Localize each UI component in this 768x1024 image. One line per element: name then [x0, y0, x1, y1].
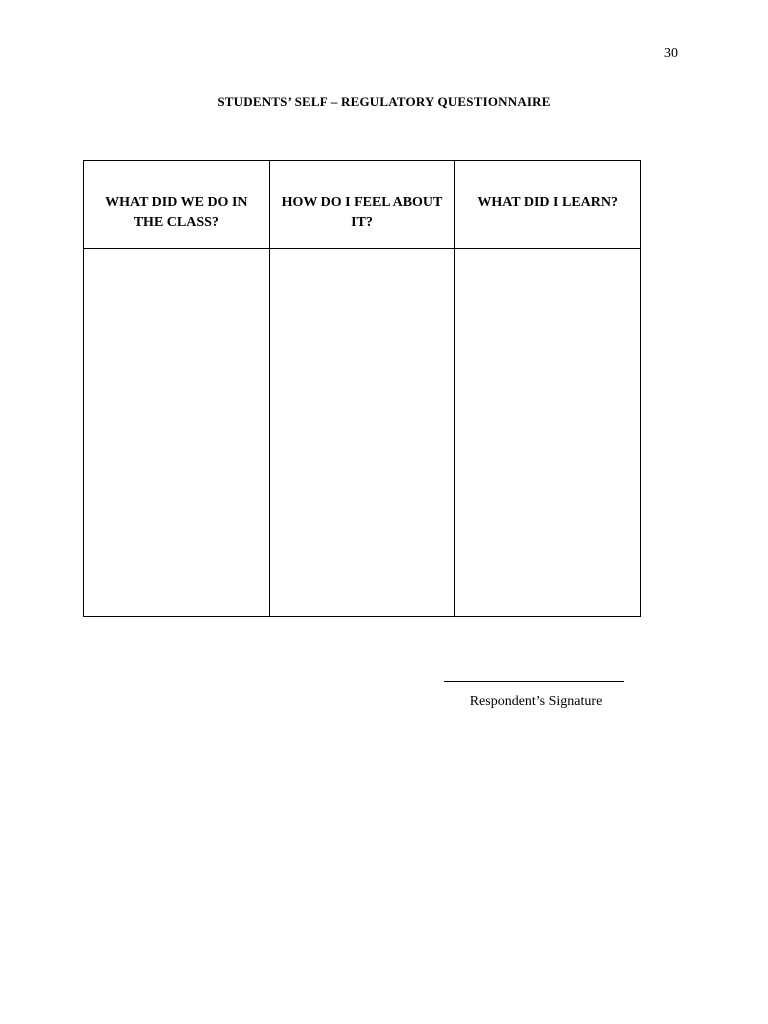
answer-cell-learning[interactable]: [455, 249, 641, 617]
column-header-feelings: [269, 161, 455, 249]
table-header-row: [84, 161, 641, 249]
column-header-learning: [455, 161, 641, 249]
signature-line: [444, 681, 624, 682]
column-header-class-activity: [84, 161, 270, 249]
answer-cell-class-activity[interactable]: [84, 249, 270, 617]
column-header-label: HOW DO I FEEL ABOUT IT?: [281, 195, 443, 230]
signature-label: Respondent’s Signature: [469, 694, 603, 709]
answer-cell-feelings[interactable]: [269, 249, 455, 617]
column-header-label: WHAT DID I LEARN?: [477, 195, 618, 210]
page-title: STUDENTS’ SELF – REGULATORY QUESTIONNAIRE: [217, 94, 551, 109]
column-header-label: WHAT DID WE DO IN THE CLASS?: [105, 195, 248, 230]
table-row: [84, 249, 641, 617]
page-number: 30: [664, 46, 678, 61]
questionnaire-table: [83, 160, 641, 617]
